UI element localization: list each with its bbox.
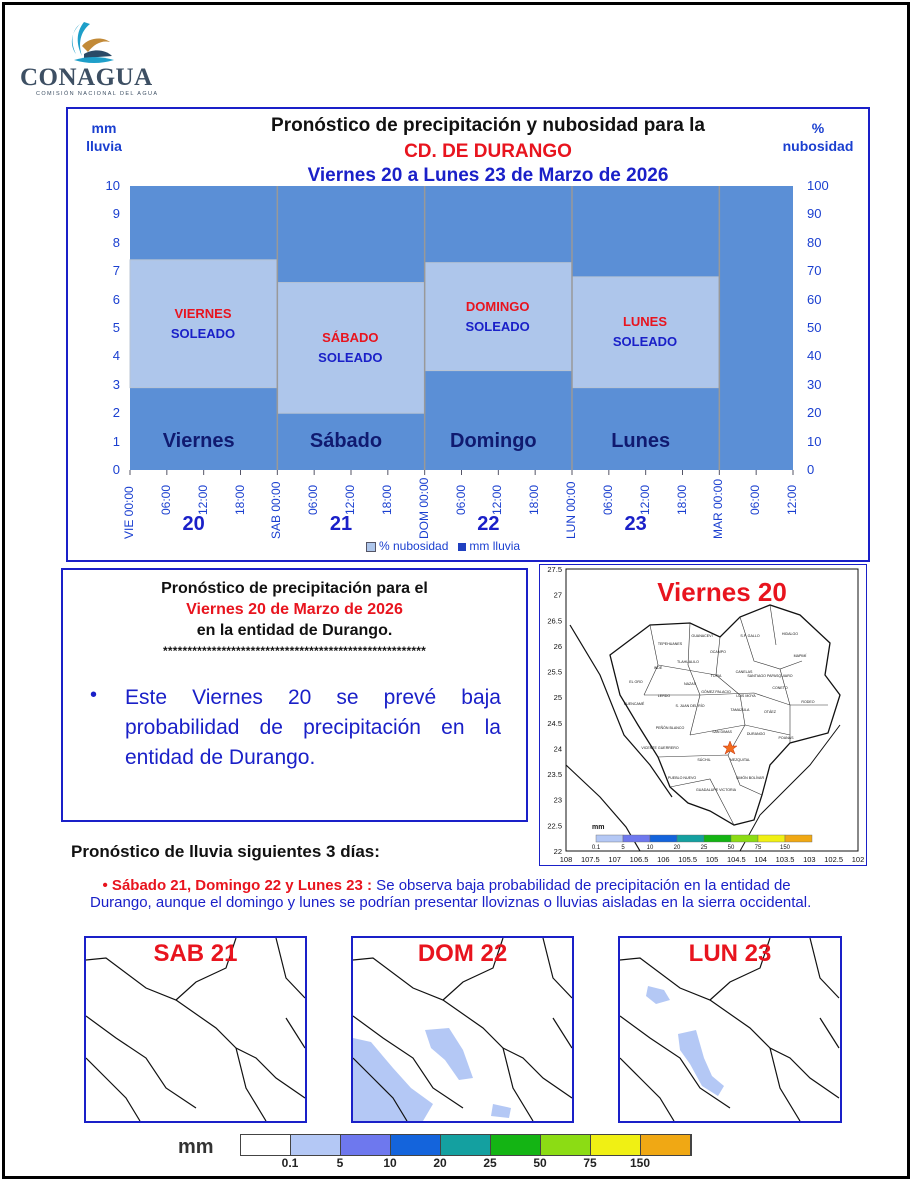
- x-tick-label: LUN 00:00: [564, 481, 578, 539]
- right-tick: 90: [807, 206, 822, 222]
- right-tick: 70: [807, 263, 822, 279]
- state-border-east: [710, 1000, 839, 1098]
- map-lon-label: 102: [851, 855, 865, 864]
- chart-legend: [366, 539, 520, 553]
- map-lun-23-title: LUN 23: [688, 940, 772, 967]
- legend-cloud-label: % nubosidad: [379, 539, 449, 553]
- forecast-bullet-dot: •: [90, 684, 98, 706]
- cloud-label-sky: SOLEADO: [465, 318, 530, 334]
- municipality-name: TAMAZULA: [730, 708, 750, 712]
- forecast-text-panel: [61, 568, 528, 822]
- precipitation-chart-panel: [66, 107, 870, 562]
- cloud-label: [130, 304, 276, 344]
- municipality-name: PEÑÓN BLANCO: [655, 726, 685, 730]
- colorbar-label: 75: [583, 1156, 597, 1170]
- map-lat-label: 27.5: [547, 565, 562, 574]
- right-tick: 20: [807, 405, 822, 421]
- state-border-e: [820, 1018, 839, 1048]
- x-tick-label: 12:00: [785, 484, 799, 515]
- colorbar-label: 25: [483, 1156, 497, 1170]
- map-lat-label: 24.5: [547, 718, 562, 728]
- x-tick-label: 06:00: [600, 484, 615, 515]
- map-scale-unit: mm: [592, 824, 605, 831]
- municipality-name: MAPIMÍ: [793, 654, 807, 658]
- map-dom-22: [351, 936, 574, 1123]
- map-scale-swatch: [650, 835, 677, 842]
- map-scale-label: 10: [646, 845, 654, 851]
- next-days-lead: • Sábado 21, Domingo 22 y Lunes 23 :: [102, 877, 373, 894]
- map-lon-label: 104.5: [726, 855, 746, 864]
- map-lon-label: 106: [657, 855, 670, 864]
- municipality-name: GÓMEZ PALACIO: [701, 690, 731, 694]
- municipality-name: LUIS MOYA: [736, 694, 756, 698]
- conagua-emblem-icon: [18, 20, 168, 66]
- x-tick-label: 12:00: [637, 484, 652, 515]
- map-lon-label: 105: [705, 855, 719, 864]
- municipality-name: SÚCHIL: [697, 758, 711, 762]
- chart-title-line1: Pronóstico de precipitación y nubosidad para la: [271, 115, 705, 136]
- map-lat-label: 24: [553, 744, 562, 754]
- main-map: [540, 565, 866, 865]
- right-tick: 10: [807, 433, 822, 449]
- rain-area: [425, 1028, 473, 1080]
- x-tick-label: 12:00: [490, 484, 505, 515]
- coastline: [620, 1016, 730, 1108]
- left-tick: 8: [112, 234, 120, 250]
- rain-area: [678, 1030, 724, 1096]
- next-days-body: Se observa baja probabilidad de precipitación en la entidad de Durango, aunque el domingo y lunes se podrían presentar lloviznas o lluvias aisladas en la sierra occidental.: [90, 877, 812, 911]
- day-number: 23: [624, 513, 647, 535]
- colorbar-label: 10: [383, 1156, 397, 1170]
- cloud-label-day: DOMINGO: [465, 298, 530, 314]
- colorbar-swatch: [441, 1135, 491, 1155]
- x-tick-label: DOM 00:00: [416, 477, 431, 539]
- x-tick-label: 06:00: [748, 484, 763, 515]
- map-scale-swatch: [785, 835, 812, 842]
- municipality-name: S. JUAN DEL RÍO: [675, 704, 705, 708]
- municipality-name: OTÁEZ: [764, 710, 776, 714]
- legend-rain-label: mm lluvia: [469, 539, 521, 553]
- municipality-name: OCAMPO: [710, 650, 726, 654]
- next-days-text: [90, 877, 850, 911]
- map-scale-swatch: [731, 835, 758, 842]
- x-tick-label: 18:00: [232, 484, 247, 515]
- colorbar-label: 5: [336, 1156, 344, 1170]
- conagua-logo: [18, 20, 168, 102]
- x-tick-label: 18:00: [379, 484, 394, 515]
- municipality-name: TEPEHUANES: [657, 642, 683, 646]
- left-axis-unit: mm: [91, 120, 117, 136]
- colorbar-label: 150: [630, 1156, 651, 1170]
- right-axis-name: nubosidad: [782, 138, 854, 154]
- map-lon-label: 107: [608, 855, 621, 864]
- map-scale-label: 25: [700, 845, 708, 851]
- municipality-name: DURANGO: [746, 732, 766, 736]
- municipality-name: MEZQUITAL: [729, 758, 751, 762]
- x-tick-label: SAB 00:00: [269, 481, 284, 539]
- colorbar-label: 20: [433, 1156, 447, 1170]
- x-tick-label: 12:00: [195, 484, 210, 515]
- right-tick: 40: [807, 348, 822, 364]
- state-border-south: [770, 1048, 800, 1121]
- municipality-name: SANTIAGO PAPASQUIARO: [747, 674, 793, 678]
- x-tick-label: 12:00: [343, 484, 357, 515]
- map-lat-label: 26.5: [547, 616, 562, 626]
- left-tick: 2: [112, 405, 120, 421]
- coastline-south: [86, 1058, 140, 1121]
- left-tick: 7: [112, 263, 120, 279]
- x-tick-label: MAR 00:00: [711, 478, 726, 539]
- municipality-name: CUENCAMÉ: [623, 702, 645, 706]
- map-scale-swatch: [623, 835, 650, 842]
- map-lat-label: 25.5: [547, 667, 562, 677]
- cloud-label-day: SÁBADO: [322, 329, 379, 345]
- municipality-name: POANAS: [778, 736, 794, 740]
- day-name-label: Sábado: [309, 430, 383, 452]
- legend-cloud-swatch: [366, 542, 376, 552]
- map-lon-label: 105.5: [678, 855, 698, 864]
- municipality-name: HIDALGO: [781, 632, 799, 636]
- municipality-name: TLAHUALILO: [677, 660, 699, 664]
- left-axis-name: lluvia: [86, 138, 122, 154]
- municipality-name: CONETO: [772, 686, 788, 690]
- left-tick: 9: [112, 206, 120, 222]
- x-tick-label: 18:00: [674, 484, 689, 515]
- chart-title-dates: Viernes 20 a Lunes 23 de Marzo de 2026: [307, 165, 669, 186]
- map-lat-label: 23: [553, 795, 562, 805]
- map-scale-label: 20: [673, 845, 681, 851]
- forecast-heading-line1: Pronóstico de precipitación para el: [161, 580, 428, 597]
- main-map-panel: [539, 564, 867, 866]
- colorbar-swatch: [591, 1135, 641, 1155]
- municipality-name: EL ORO: [629, 680, 643, 684]
- rain-area: [491, 1104, 511, 1118]
- day-name-label: Lunes: [611, 430, 671, 452]
- cloud-label-sky: SOLEADO: [318, 349, 383, 365]
- legend-rain-swatch: [458, 543, 466, 551]
- colorbar-swatch: [491, 1135, 541, 1155]
- left-tick: 1: [112, 433, 120, 449]
- day-number: 20: [182, 513, 205, 535]
- next-days-title: Pronóstico de lluvia siguientes 3 días:: [71, 842, 380, 861]
- map-lat-label: 25: [553, 693, 562, 703]
- chart-title-city: CD. DE DURANGO: [404, 141, 572, 162]
- forecast-bullet-text: Este Viernes 20 se prevé baja probabilidad de precipitación en la entidad de Durango.: [125, 686, 501, 769]
- right-tick: 0: [807, 462, 815, 477]
- map-scale-label: 0.1: [591, 845, 601, 851]
- main-map-title: Viernes 20: [657, 577, 787, 607]
- map-scale-swatch: [758, 835, 785, 842]
- map-lon-label: 106.5: [629, 855, 649, 864]
- municipality-name: PUEBLO NUEVO: [667, 776, 697, 780]
- municipality-name: LERDO: [657, 694, 671, 698]
- day-number: 22: [477, 513, 500, 535]
- municipality-name: GUADALUPE VICTORIA: [695, 788, 737, 792]
- day-number: 21: [329, 513, 353, 535]
- x-tick-label: VIE 00:00: [122, 486, 136, 539]
- map-lat-label: 26: [553, 641, 562, 651]
- colorbar-label: 50: [533, 1156, 547, 1170]
- left-tick: 0: [112, 462, 120, 477]
- cloud-label: [425, 297, 571, 337]
- colorbar: [240, 1134, 692, 1156]
- map-scale-label: 75: [754, 845, 762, 851]
- map-scale-label: 150: [779, 845, 791, 851]
- cloud-label: [572, 312, 718, 352]
- municipality-name: INDÉ: [653, 666, 663, 670]
- coastline: [86, 1016, 196, 1108]
- map-lon-label: 103.5: [775, 855, 795, 864]
- x-tick-label: 06:00: [306, 484, 321, 515]
- map-lat-label: 22: [553, 847, 562, 856]
- map-lat-label: 22.5: [547, 821, 562, 831]
- map-scale-swatch: [677, 835, 704, 842]
- forecast-heading-date: Viernes 20 de Marzo de 2026: [186, 601, 403, 618]
- day-name-label: Viernes: [162, 430, 235, 452]
- right-axis-unit: %: [811, 120, 825, 136]
- colorbar-label: 0.1: [281, 1156, 299, 1170]
- cloud-label-day: LUNES: [622, 314, 668, 330]
- rain-area: [353, 1038, 433, 1121]
- municipality-name: RODEO: [801, 700, 815, 704]
- municipality-name: NAZAS: [684, 682, 696, 686]
- map-lon-label: 108: [559, 855, 573, 864]
- map-lat-label: 27: [553, 590, 562, 600]
- right-tick: 30: [807, 376, 822, 392]
- municipality-name: SIMÓN BOLÍVAR: [735, 776, 765, 780]
- forecast-separator: ******************************************************: [163, 644, 426, 658]
- municipality-name: CANELAS: [735, 670, 753, 674]
- map-scale-swatch: [596, 835, 623, 842]
- coastline-south: [620, 1058, 674, 1121]
- right-tick: 100: [807, 178, 829, 193]
- municipality-name: S.P. GALLO: [740, 634, 760, 638]
- x-tick-label: 06:00: [158, 484, 173, 515]
- right-tick: 80: [807, 234, 822, 250]
- map-lun-23: [618, 936, 842, 1123]
- map-sab-21-title: SAB 21: [153, 940, 238, 967]
- left-tick: 6: [112, 291, 120, 307]
- left-tick: 3: [112, 376, 120, 392]
- map-lon-label: 104: [754, 855, 767, 864]
- municipality-name: VICENTE GUERRERO: [641, 746, 679, 750]
- right-tick: 50: [807, 320, 822, 335]
- map-scale-label: 5: [621, 845, 625, 851]
- colorbar-swatch: [291, 1135, 341, 1155]
- map-lon-label: 102.5: [824, 855, 844, 864]
- colorbar-swatch: [391, 1135, 441, 1155]
- map-lat-label: 23.5: [547, 770, 562, 780]
- state-border-south: [236, 1048, 266, 1121]
- left-tick: 10: [105, 178, 120, 193]
- cloud-label: [277, 328, 423, 368]
- left-tick: 4: [112, 348, 120, 364]
- cloud-label-sky: SOLEADO: [612, 334, 678, 350]
- right-tick: 60: [807, 291, 822, 307]
- municipality-name: GUANACEVÍ: [691, 634, 713, 638]
- x-tick-label: 18:00: [527, 484, 542, 515]
- left-tick: 5: [112, 320, 120, 335]
- colorbar-swatch: [641, 1135, 691, 1155]
- map-sab-21: [84, 936, 307, 1123]
- colorbar-swatch: [541, 1135, 591, 1155]
- map-scale-swatch: [704, 835, 731, 842]
- map-dom-22-title: DOM 22: [417, 940, 508, 967]
- municipality-name: SAN DIMAS: [712, 730, 732, 734]
- conagua-brand: CONAGUA: [20, 64, 153, 91]
- map-scale-label: 50: [727, 845, 735, 851]
- colorbar-swatch: [241, 1135, 291, 1155]
- forecast-heading-line3: en la entidad de Durango.: [196, 622, 393, 639]
- cloud-label-day: VIERNES: [174, 305, 232, 321]
- state-border-e: [553, 1018, 572, 1048]
- day-name-label: Domingo: [450, 430, 537, 452]
- state-border-e: [286, 1018, 305, 1048]
- rain-area: [646, 986, 670, 1004]
- colorbar-swatch: [341, 1135, 391, 1155]
- map-lon-label: 107.5: [580, 855, 600, 864]
- cloud-label-sky: SOLEADO: [170, 325, 236, 341]
- state-border-east: [176, 1000, 305, 1098]
- map-lon-label: 103: [803, 855, 816, 864]
- x-tick-label: 06:00: [453, 484, 468, 515]
- conagua-subtitle: COMISIÓN NACIONAL DEL AGUA: [36, 91, 159, 97]
- municipality-name: TOPIA: [710, 674, 722, 678]
- colorbar-unit: mm: [178, 1136, 214, 1158]
